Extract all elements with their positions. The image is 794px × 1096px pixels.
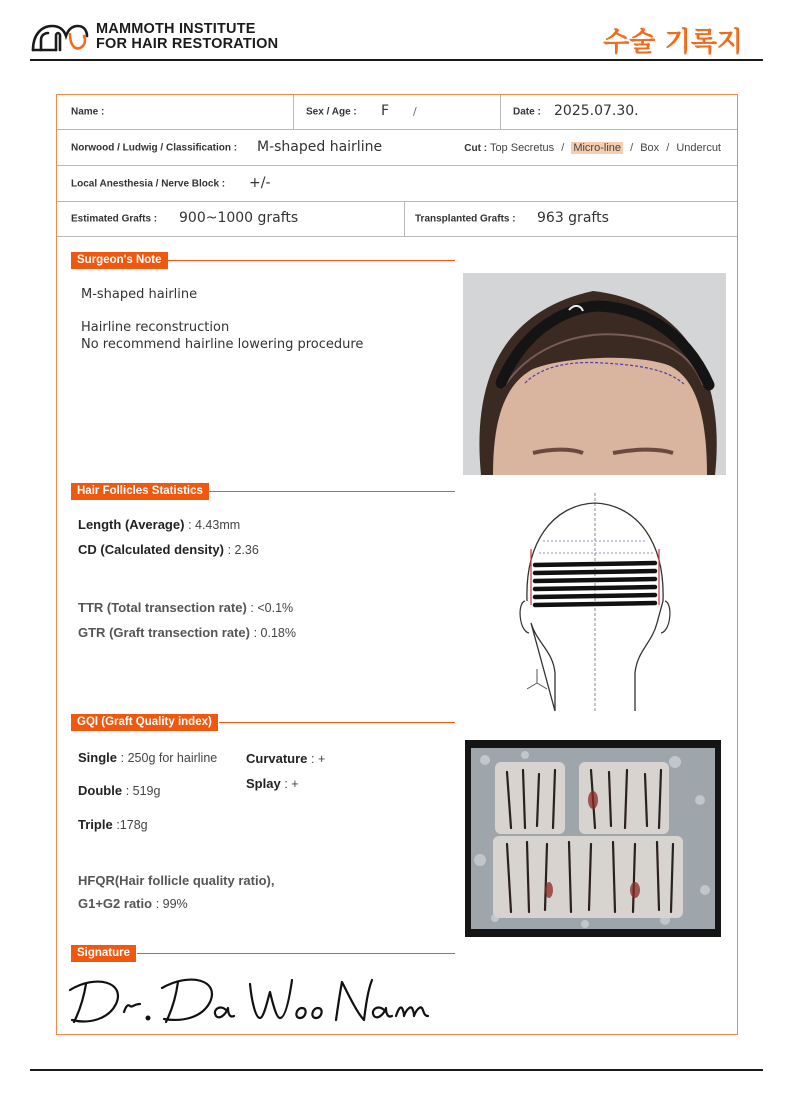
hfqr-label: HFQR(Hair follicle quality ratio), bbox=[78, 873, 275, 888]
note-line-2: Hairline reconstruction bbox=[81, 320, 230, 335]
signature-heading: Signature bbox=[71, 945, 136, 962]
grafts-row bbox=[57, 202, 737, 237]
date-label: Date : bbox=[513, 106, 541, 118]
date-cell bbox=[501, 95, 737, 129]
sex-age-cell bbox=[294, 95, 500, 129]
section-rule bbox=[167, 260, 455, 261]
grafts-photo bbox=[465, 740, 721, 937]
transplanted-grafts-label: Transplanted Grafts : bbox=[415, 213, 516, 225]
follicle-statistics-heading: Hair Follicles Statistics bbox=[71, 483, 209, 500]
patient-info-row bbox=[57, 95, 737, 130]
triple-value: :178g bbox=[116, 818, 148, 832]
curvature-stat bbox=[246, 751, 325, 766]
cut-label: Cut : bbox=[464, 142, 488, 154]
splay-value: : + bbox=[284, 777, 299, 791]
sex-value: F bbox=[381, 103, 390, 120]
length-qualifier: (Average) bbox=[124, 517, 185, 532]
transplanted-grafts-cell bbox=[405, 202, 737, 236]
cut-option-micro-line-selected: Micro-line bbox=[573, 141, 622, 154]
cd-value: : 2.36 bbox=[227, 543, 259, 557]
gtr-value: : 0.18% bbox=[253, 626, 296, 640]
length-value: : 4.43mm bbox=[188, 518, 241, 532]
g1g2-stat bbox=[78, 896, 188, 911]
double-value: : 519g bbox=[125, 784, 161, 798]
cut-options: Cut : Top Secretus / Micro-line / Box / Undercut bbox=[464, 141, 721, 154]
gtr-stat bbox=[78, 625, 296, 640]
classification-label: Norwood / Ludwig / Classification : bbox=[71, 142, 238, 153]
double-label: Double bbox=[78, 783, 123, 798]
cut-option-box: Box bbox=[640, 141, 660, 154]
ttr-stat bbox=[78, 600, 293, 615]
document-title: 수술 기록지 bbox=[603, 27, 743, 58]
sex-age-label: Sex / Age : bbox=[306, 106, 357, 118]
hairline-photo bbox=[463, 273, 726, 475]
splay-label: Splay bbox=[246, 776, 281, 791]
name-label: Name : bbox=[71, 106, 105, 118]
donor-area-diagram bbox=[507, 493, 677, 713]
handwritten-signature bbox=[66, 964, 446, 1034]
cd-label: CD bbox=[78, 542, 97, 557]
head-back-diagram bbox=[507, 493, 677, 713]
double-stat bbox=[78, 783, 160, 798]
cd-stat bbox=[78, 542, 259, 557]
institute-name bbox=[96, 22, 278, 52]
splay-stat bbox=[246, 776, 299, 791]
ttr-qualifier: (Total transection rate) bbox=[106, 600, 247, 615]
curvature-label: Curvature bbox=[246, 751, 308, 766]
classification-row bbox=[57, 130, 737, 166]
date-value: 2025.07.30. bbox=[554, 103, 639, 120]
anesthesia-label: Local Anesthesia / Nerve Block : bbox=[71, 178, 226, 189]
name-cell bbox=[57, 95, 293, 129]
classification-value: M-shaped hairline bbox=[257, 138, 383, 155]
logo-line-2: FOR HAIR RESTORATION bbox=[96, 36, 279, 52]
cd-qualifier: (Calculated density) bbox=[100, 542, 224, 557]
single-value: : 250g for hairline bbox=[120, 751, 218, 765]
triple-label: Triple bbox=[78, 817, 113, 832]
transplanted-grafts-value: 963 grafts bbox=[537, 210, 609, 227]
footer-divider bbox=[30, 1069, 763, 1071]
gqi-heading: GQI (Graft Quality index) bbox=[71, 714, 218, 731]
triple-stat bbox=[78, 817, 148, 832]
ttr-label: TTR bbox=[78, 600, 104, 615]
note-line-3: No recommend hairline lowering procedure bbox=[81, 337, 364, 352]
cut-option-undercut: Undercut bbox=[676, 141, 721, 154]
estimated-grafts-cell bbox=[57, 202, 404, 236]
cut-option-top-secretus: Top Secretus bbox=[489, 141, 555, 154]
section-rule bbox=[137, 953, 455, 954]
curvature-value: : + bbox=[311, 752, 326, 766]
single-stat bbox=[78, 750, 217, 765]
anesthesia-row bbox=[57, 166, 737, 202]
single-label: Single bbox=[78, 750, 118, 765]
estimated-grafts-value: 900~1000 grafts bbox=[179, 210, 299, 227]
estimated-grafts-label: Estimated Grafts : bbox=[71, 213, 158, 225]
g1g2-value: : 99% bbox=[155, 897, 188, 911]
age-separator: / bbox=[413, 104, 417, 118]
logo-line-1: MAMMOTH INSTITUTE bbox=[96, 21, 256, 37]
section-rule bbox=[219, 722, 455, 723]
g1g2-label: G1+G2 ratio bbox=[78, 896, 153, 911]
length-label: Length bbox=[78, 517, 122, 532]
grafts-photo-image bbox=[465, 740, 721, 937]
hairline-photo-image bbox=[463, 273, 726, 475]
page-header bbox=[30, 14, 763, 62]
surgery-record-form bbox=[56, 94, 738, 1035]
ttr-value: : <0.1% bbox=[250, 601, 294, 615]
anesthesia-value: +/- bbox=[249, 174, 271, 191]
length-stat bbox=[78, 517, 240, 532]
hfqr-stat bbox=[78, 873, 274, 888]
section-rule bbox=[209, 491, 455, 492]
gtr-qualifier: (Graft transection rate) bbox=[109, 625, 250, 640]
note-line-1: M-shaped hairline bbox=[81, 287, 198, 302]
gtr-label: GTR bbox=[78, 625, 106, 640]
header-divider bbox=[30, 59, 763, 61]
surgeons-note-heading: Surgeon's Note bbox=[71, 252, 168, 269]
mammoth-logo-icon bbox=[30, 20, 90, 56]
